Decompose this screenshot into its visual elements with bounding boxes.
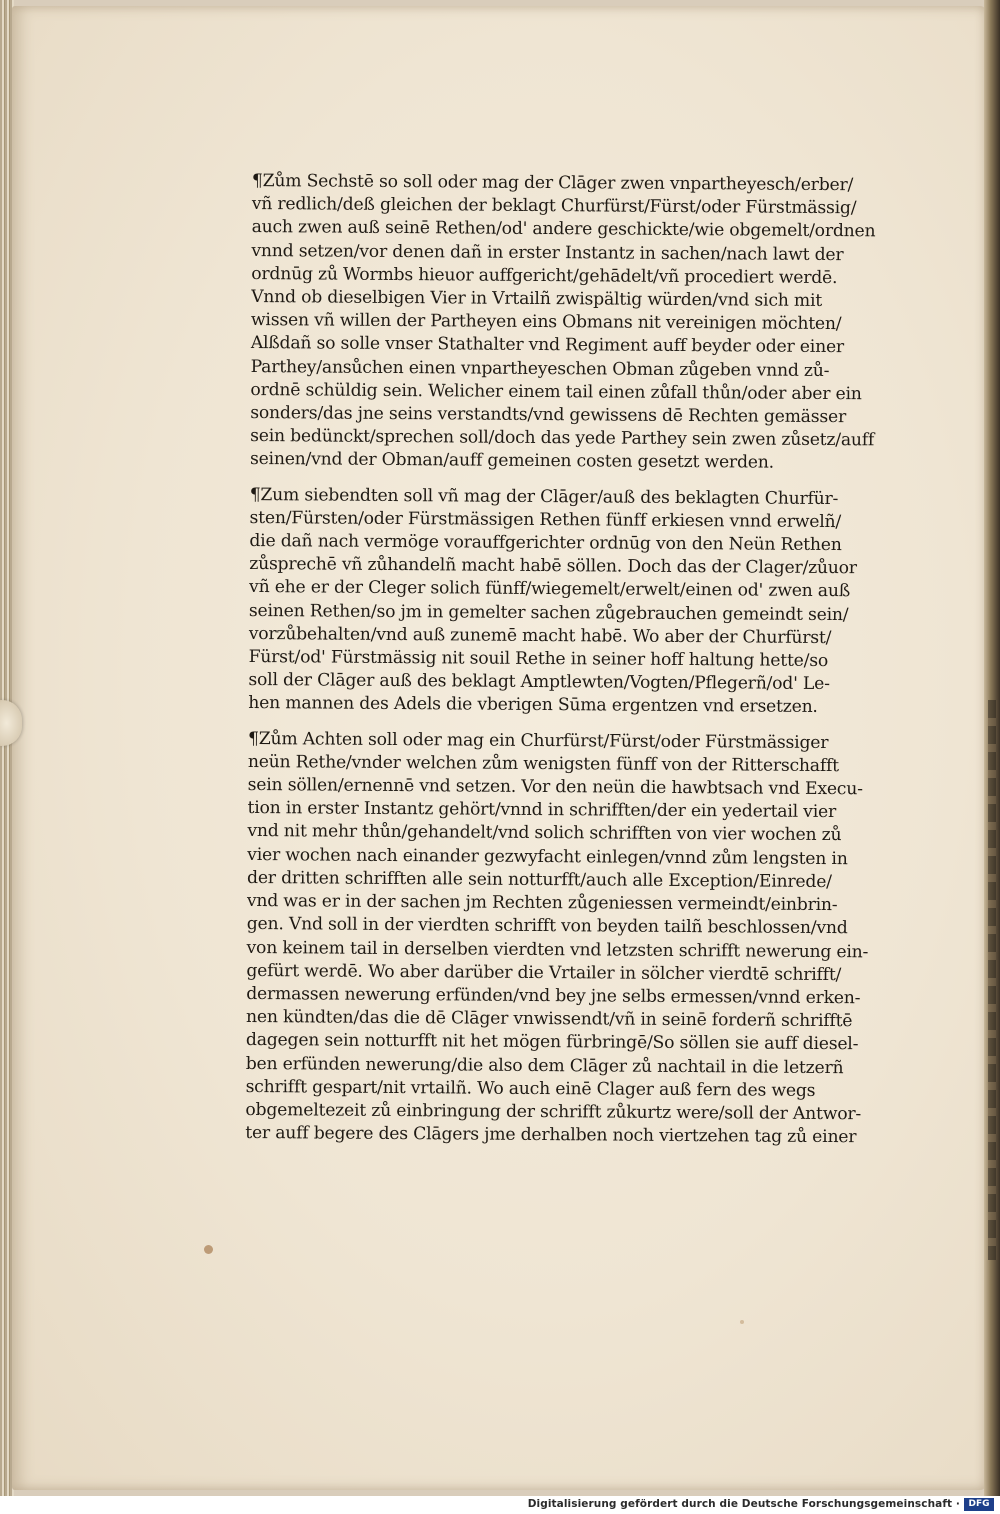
text-line: seinen/vnd der Obman/auff gemeinen costen gesetzt werden.	[249, 449, 774, 474]
text-line: gefürt werdē. Wo aber darüber die Vrtailer in sölcher vierdtē schrifft/	[246, 960, 842, 985]
text-line: ben erfünden newerung/die also dem Clāger zů nachtail in die letzerñ	[245, 1053, 844, 1078]
text-line: vñ ehe er der Cleger solich fünff/wiegemelt/erwelt/einen od' zwen auß	[249, 577, 851, 602]
paper-stain-small	[740, 1320, 744, 1324]
text-line: sein bedünckt/sprechen soll/doch das yede Parthey sein zwen zůsetz/auff	[250, 426, 875, 451]
text-line: der dritten schrifften alle sein notturfft/auch alle Exception/Einrede/	[246, 867, 832, 892]
text-line: dagegen sein notturfft nit het mögen fürbringē/So söllen sie auff diesel-	[245, 1030, 859, 1055]
digitization-footer	[0, 1496, 1000, 1514]
text-line: die dañ nach vermöge vorauffgerichter ordnūg von den Neün Rethen	[249, 531, 842, 556]
text-line: obgemeltezeit zů einbringung der schrifft zůkurtz were/soll der Antwor-	[245, 1099, 862, 1125]
paper-stain	[204, 1245, 213, 1254]
text-line: hen mannen des Adels die vberigen Sūma ergentzen vnd ersetzen.	[248, 693, 818, 718]
text-line: sten/Fürsten/oder Fürstmässigen Rethen fünff erkiesen vnnd erwelñ/	[249, 507, 842, 532]
text-line: vier wochen nach einander gezwyfacht einlegen/vnnd zům lengsten in	[247, 844, 848, 869]
text-line: seinen Rethen/so jm in gemelter sachen zůgebrauchen gemeindt sein/	[248, 600, 849, 625]
text-line: neün Rethe/vnder welchen zům wenigsten fünff von der Ritterschafft	[247, 751, 839, 776]
text-line: soll der Clāger auß des beklagt Amptlewten/Vogten/Pflegerñ/od' Le-	[248, 670, 830, 695]
text-line: wissen vñ willen der Partheyen eins Obmans nit vereinigen möchten/	[250, 310, 842, 335]
text-line: auch zwen auß seinē Rethen/od' andere geschickte/wie obgemelt/ordnen	[251, 217, 876, 242]
text-line: ordnē schüldig sein. Welicher einem tail einen zůfall thůn/oder aber ein	[250, 379, 862, 405]
text-line: von keinem tail in derselben vierdten vnd letzsten schrifft newerung ein-	[246, 937, 869, 962]
text-line: nen kündten/das die dē Clāger vnwissendt/vñ in seinē forderñ schrifftē	[246, 1007, 853, 1032]
text-line: sein söllen/ernennē vnd setzen. Vor den neün die hawbtsach vnd Execu-	[247, 775, 863, 800]
text-line: vorzůbehalten/vnd auß zunemē macht habē. Wo aber der Churfürst/	[248, 623, 832, 648]
text-line: vnd nit mehr thůn/gehandelt/vnd solich schrifften von vier wochen zů	[247, 821, 842, 846]
text-line: ¶Zům Sechstē so soll oder mag der Clāger zwen vnpartheyesch/erber/	[251, 170, 854, 196]
text-line: schrifft gespart/nit vrtailñ. Wo auch einē Clager auß fern des wegs	[245, 1076, 816, 1101]
text-line: dermassen newerung erfünden/vnd bey jne selbs ermessen/vnnd erken-	[246, 983, 861, 1009]
bleed-through-edge	[988, 700, 996, 1260]
body-text	[245, 170, 912, 1162]
text-line: Parthey/ansůchen einen vnpartheyeschen Obman zůgeben vnnd zů-	[250, 356, 830, 381]
text-line: vñ redlich/deß gleichen der beklagt Churfürst/Fürst/oder Fürstmässig/	[251, 194, 857, 219]
paragraph-achten	[245, 728, 908, 1150]
text-line: vnnd setzen/vor denen dañ in erster Instantz in sachen/nach lawt der	[251, 240, 844, 265]
text-line: vnd was er in der sachen jm Rechten zůgeniessen vermeindt/einbrin-	[246, 891, 838, 916]
text-line: ter auff begere des Clāgers jme derhalben noch viertzehen tag zů einer	[245, 1123, 857, 1148]
paragraph-sechsten	[250, 170, 912, 476]
text-line: sonders/das jne seins verstandts/vnd gewissens dē Rechten gemässer	[250, 403, 847, 428]
text-line: gen. Vnd soll in der vierdten schrifft von beyden tailñ beschlossen/vnd	[246, 914, 848, 939]
text-line: Fürst/od' Fürstmässig nit souil Rethe in seiner hoff haltung hette/so	[248, 647, 829, 672]
text-line: ¶Zum siebendten soll vñ mag der Clāger/auß des beklagten Churfür-	[249, 484, 839, 509]
text-line: ordnūg zů Wormbs hieuor auffgericht/gehādelt/vñ procediert werdē.	[251, 263, 838, 288]
funding-credit: Digitalisierung gefördert durch die Deutsche Forschungsgemeinschaft ·	[527, 1498, 960, 1510]
text-line: tion in erster Instantz gehört/vnnd in schrifften/der ein yedertail vier	[247, 798, 837, 823]
paragraph-siebendten	[248, 484, 910, 721]
text-line: Alßdañ so solle vnser Stathalter vnd Regiment auff beyder oder einer	[250, 333, 845, 358]
text-line: Vnnd ob dieselbigen Vier in Vrtailñ zwispältig würden/vnd sich mit	[251, 287, 823, 311]
text-line: ¶Zům Achten soll oder mag ein Churfürst/Fürst/oder Fürstmässiger	[247, 728, 829, 753]
dfg-logo[interactable]: DFG	[964, 1498, 994, 1511]
text-line: zůsprechē vñ zůhandelñ macht habē söllen. Doch das der Clager/zůuor	[249, 554, 857, 579]
